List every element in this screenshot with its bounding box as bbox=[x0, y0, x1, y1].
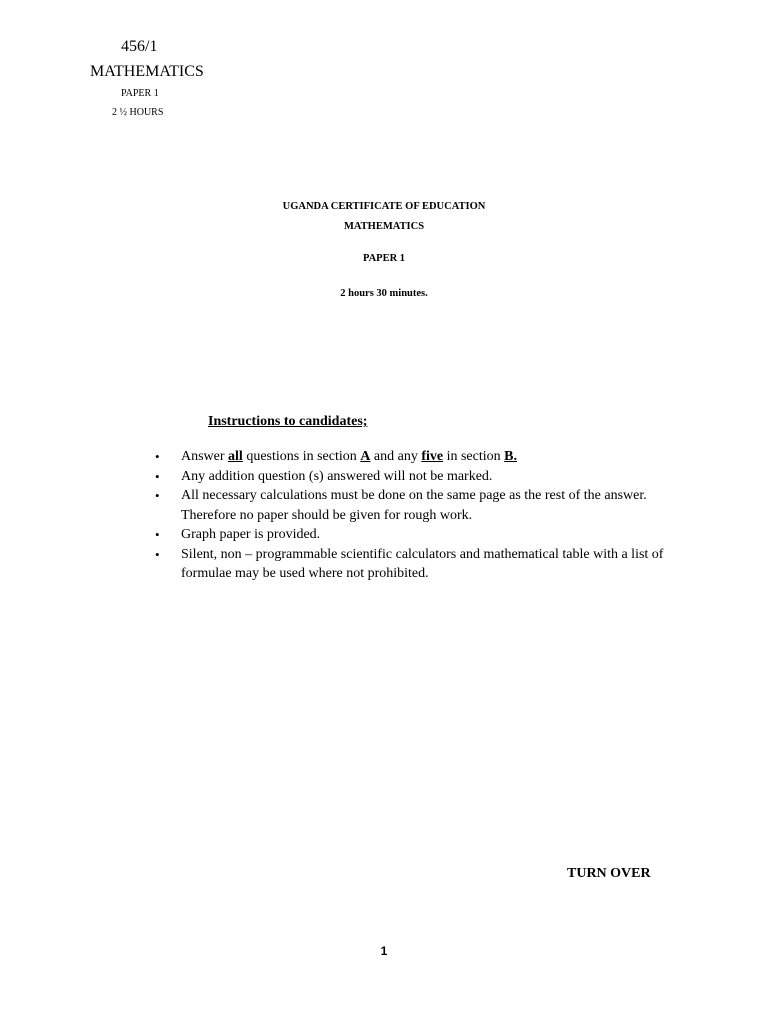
instruction-text: Silent, non – programmable scientific calculators and mathematical table with a list of formulae may be used where not prohibited. bbox=[181, 546, 664, 581]
turn-over-label: TURN OVER bbox=[567, 866, 651, 881]
page-number: 1 bbox=[380, 944, 388, 958]
instruction-item bbox=[155, 486, 675, 525]
instructions-heading: Instructions to candidates; bbox=[208, 414, 368, 429]
emphasis-section-b: B. bbox=[504, 449, 517, 464]
instruction-item bbox=[155, 545, 675, 584]
exam-duration: 2 hours 30 minutes. bbox=[340, 288, 428, 299]
paper-code: 456/1 bbox=[121, 38, 158, 55]
instruction-item bbox=[155, 467, 675, 487]
instruction-text: All necessary calculations must be done on the same page as the rest of the answer. Therefore no paper should be given for rough work. bbox=[181, 488, 647, 523]
instruction-text: Graph paper is provided. bbox=[181, 527, 321, 542]
duration-label: 2 ½ HOURS bbox=[112, 107, 164, 118]
bullet-icon: • bbox=[155, 527, 160, 542]
subject-title: MATHEMATICS bbox=[90, 63, 204, 80]
instructions-list bbox=[155, 447, 675, 584]
bullet-icon: • bbox=[155, 546, 160, 562]
bullet-icon: • bbox=[155, 449, 160, 464]
paper-label: PAPER 1 bbox=[121, 88, 159, 99]
exam-subject: MATHEMATICS bbox=[343, 221, 425, 232]
exam-paper: PAPER 1 bbox=[362, 253, 406, 264]
exam-title: UGANDA CERTIFICATE OF EDUCATION bbox=[282, 201, 486, 212]
emphasis-five: five bbox=[421, 449, 444, 464]
instruction-item bbox=[155, 525, 675, 545]
bullet-icon: • bbox=[155, 468, 160, 484]
emphasis-section-a: A bbox=[360, 449, 371, 464]
emphasis-all: all bbox=[228, 449, 243, 464]
instruction-text: Any addition question (s) answered will not be marked. bbox=[181, 468, 493, 484]
instruction-item: • Answer all questions in section A and any five in section B. bbox=[155, 447, 675, 467]
bullet-icon: • bbox=[155, 488, 160, 503]
